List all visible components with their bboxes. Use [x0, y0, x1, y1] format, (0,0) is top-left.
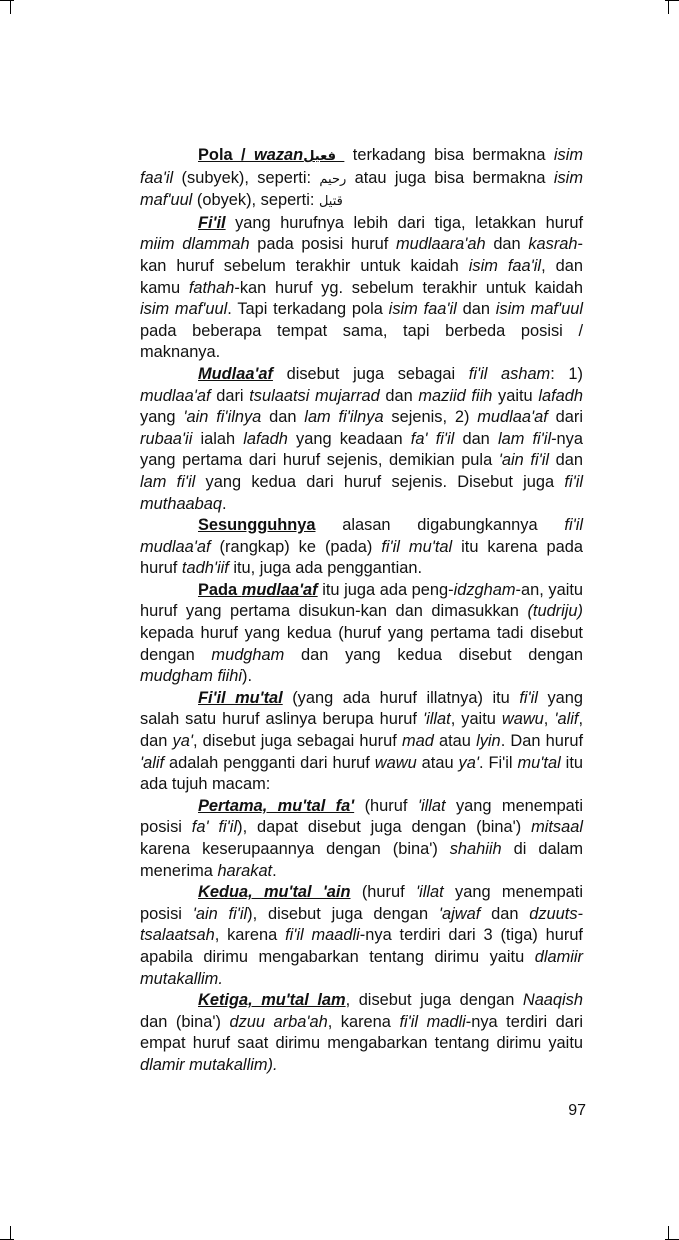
text-run: yang menempati posisi — [140, 883, 583, 923]
text-run: shahiih — [449, 840, 502, 858]
text-run: lafadh — [538, 386, 583, 405]
paragraph — [140, 145, 583, 213]
paragraph-lead: Kedua, mu'tal 'ain — [198, 883, 351, 902]
text-run: tadh'iif — [181, 559, 229, 578]
text-run: itu, juga ada penggantian. — [228, 559, 423, 578]
text-run: ya' — [458, 753, 479, 772]
text-run: ), disebut juga dengan — [247, 904, 439, 923]
text-run: fi'il mu'tal — [381, 537, 453, 556]
text-run: yang kedua dari huruf sejenis. Disebut juga — [195, 472, 565, 491]
text-run: , yaitu — [450, 710, 502, 729]
text-run: yaitu — [492, 386, 539, 405]
text-run: fathah — [188, 278, 235, 297]
text-run: 'alif — [140, 753, 165, 772]
text-run: -an, yaitu huruf yang pertama disukun-kan dan dimasukkan — [140, 580, 584, 621]
text-run: dan — [480, 904, 530, 923]
text-run: dan — [379, 386, 419, 405]
text-run: itu karena pada huruf — [140, 537, 583, 578]
text-run: atau — [416, 753, 459, 772]
text-run: wawu — [501, 710, 544, 729]
text-run: dan — [261, 408, 305, 427]
text-run: dan — [549, 451, 583, 470]
paragraph — [140, 515, 583, 580]
paragraph — [140, 364, 583, 515]
text-run: fa' fi'il — [410, 429, 455, 448]
text-run: 'illat — [415, 883, 444, 902]
text-run: -kan huruf yg. sebelum terakhir untuk kaidah — [234, 278, 583, 297]
text-run: yang salah satu huruf aslinya berupa huruf — [140, 688, 583, 729]
text-run: , disebut juga dengan — [345, 991, 523, 1010]
text-run: mudlaa'af — [140, 386, 211, 405]
paragraph-lead: Fi'il — [198, 213, 226, 232]
text-run: isim faa'il — [388, 300, 457, 319]
text-run: isim faa'il — [468, 256, 542, 275]
text-run: dzuuts- tsalaatsah — [140, 904, 583, 945]
text-run: , dan — [140, 710, 583, 751]
text-run: alasan digabungkannya — [315, 516, 565, 535]
text-run: , karena — [214, 926, 286, 945]
paragraph-lead: Pertama, mu'tal fa' — [198, 796, 355, 815]
text-run: . — [222, 494, 227, 513]
text-run: (obyek), seperti: — [192, 191, 319, 210]
text-run: (tudriju) — [527, 602, 583, 621]
text-run: yang hurufnya lebih dari tiga, letakkan huruf — [225, 213, 583, 232]
paragraph — [140, 688, 583, 796]
text-run: terkadang bisa bermakna — [344, 146, 554, 164]
text-run: : 1) — [550, 364, 583, 383]
text-run: -nya terdiri dari 3 (tiga) huruf apabila dirimu mengabarkan tentang dirimu yaitu — [140, 926, 583, 966]
text-run: harakat — [217, 861, 273, 880]
text-run: sejenis, 2) — [383, 408, 478, 427]
text-run: ). — [242, 667, 253, 686]
arabic-word: فعيل — [303, 149, 345, 164]
text-run: -nya terdiri dari empat huruf saat dirimu mengabarkan tentang dirimu yaitu — [140, 1012, 584, 1053]
paragraph-lead: Ketiga, mu'tal lam — [198, 991, 346, 1010]
text-run: fi'il mudlaa'af — [140, 516, 583, 556]
text-run: . Fi'il — [478, 753, 518, 772]
paragraph-lead: Sesungguhnya — [198, 516, 316, 535]
text-run: karena keserupaannya dengan (bina') — [140, 840, 450, 858]
text-run: -nya yang pertama dari huruf sejenis, demikian pula — [140, 429, 583, 470]
text-run: dan — [454, 429, 498, 448]
text-run: dlamiir mutakallim. — [140, 947, 583, 988]
paragraph-lead: Mudlaa'af — [198, 364, 273, 383]
text-run: . Tapi terkadang pola — [227, 300, 389, 319]
text-run: itu ada tujuh macam: — [140, 753, 583, 794]
text-run: pada posisi huruf — [249, 235, 396, 254]
text-run: 'ain fi'ilnya — [183, 408, 262, 427]
text-run: , dan kamu — [140, 256, 583, 297]
crop-mark-top-right-v — [668, 0, 669, 14]
text-run: pada beberapa tempat sama, tapi berbeda posisi / maknanya. — [140, 321, 583, 362]
text-run: dan yang kedua disebut dengan — [284, 645, 583, 664]
text-run: . — [272, 861, 277, 880]
text-run: wazan — [254, 146, 304, 164]
text-run: miim dlammah — [140, 235, 250, 254]
text-run: 'ajwaf — [438, 904, 481, 923]
arabic-word: قتيل — [318, 194, 343, 210]
text-run: lafadh — [243, 429, 288, 448]
text-run: isim maf'uul — [140, 168, 583, 210]
text-run: dan (bina') — [140, 1012, 230, 1031]
text-run: dari — [210, 386, 250, 405]
text-run: fi'il maadli — [285, 926, 360, 945]
text-run: mudlaa'af — [241, 580, 318, 599]
text-run: isim maf'uul — [140, 300, 228, 319]
text-run: lam fi'il — [497, 429, 552, 448]
text-run: (huruf — [354, 796, 418, 815]
text-run: atau juga bisa bermakna — [346, 168, 554, 187]
text-run: isim faa'il — [140, 146, 583, 187]
text-run: isim maf'uul — [495, 300, 583, 319]
text-run: dlamir mutakallim). — [140, 1055, 278, 1074]
text-run: maziid fiih — [418, 386, 493, 405]
text-run: dzuu arba'ah — [229, 1012, 328, 1031]
page-number: 97 — [568, 1102, 586, 1119]
book-text-body — [140, 145, 583, 1077]
text-run: yang — [140, 408, 184, 427]
text-run: mudlaa'af — [477, 408, 548, 427]
crop-mark-bottom-right-v — [668, 1226, 669, 1240]
text-run: tsulaatsi mujarrad — [249, 386, 380, 405]
text-run: mu'tal — [517, 753, 561, 772]
text-run: ialah — [192, 429, 244, 448]
text-run: Naaqish — [522, 991, 583, 1010]
text-run: fi'il muthaabaq — [140, 472, 583, 513]
text-run: dari — [547, 408, 583, 427]
text-run: , — [543, 710, 555, 729]
text-run: lam fi'il — [140, 472, 196, 491]
text-run: wawu — [374, 753, 417, 772]
text-run: 'ain fi'il — [498, 451, 550, 470]
text-run: ), dapat disebut juga dengan (bina') — [237, 818, 532, 837]
text-run: rubaa'ii — [140, 429, 193, 448]
paragraph — [140, 990, 583, 1076]
text-run: mudgham — [211, 645, 285, 664]
paragraph-lead: Pola / — [198, 146, 254, 164]
crop-mark-top-left-v — [10, 0, 11, 14]
text-run: lam fi'ilnya — [304, 408, 384, 427]
text-run: yang keadaan — [287, 429, 411, 448]
text-run: (rangkap) ke (pada) — [210, 537, 382, 556]
text-run: atau — [433, 732, 477, 751]
text-run: disebut juga sebagai — [272, 364, 469, 383]
text-run: 'illat — [422, 710, 451, 729]
paragraph-lead: Pada — [198, 580, 242, 599]
text-run: . Dan huruf — [500, 732, 583, 751]
text-run: lyin — [476, 732, 501, 751]
text-run: 'alif — [554, 710, 579, 729]
text-run: mad — [401, 732, 434, 751]
arabic-word: رحيم — [319, 171, 347, 187]
crop-mark-bottom-left-v — [10, 1226, 11, 1240]
text-run: mudgham fiihi — [140, 667, 243, 686]
text-run: (yang ada huruf illatnya) itu — [282, 688, 520, 707]
text-run: fi'il asham — [468, 364, 551, 383]
text-run: mitsaal — [531, 818, 583, 837]
paragraph-lead: Fi'il mu'tal — [198, 688, 283, 707]
paragraph — [140, 580, 583, 688]
text-run: 'illat — [417, 796, 446, 815]
text-run: fi'il madli — [399, 1012, 466, 1031]
crop-mark-top-left — [0, 0, 14, 1]
text-run: adalah pengganti dari huruf — [164, 753, 375, 772]
text-run: fi'il — [519, 688, 538, 707]
text-run: idzgham — [453, 580, 516, 599]
text-run: yang menempati posisi — [140, 796, 583, 837]
text-run: (subyek), seperti: — [173, 168, 320, 187]
text-run: itu juga ada peng- — [317, 580, 454, 599]
text-run: kasrah — [528, 235, 578, 254]
text-run: , karena — [327, 1012, 400, 1031]
paragraph — [140, 882, 583, 990]
text-run: -kan huruf sebelum terakhir untuk kaidah — [140, 235, 583, 275]
text-run: mudlaara'ah — [395, 235, 486, 254]
text-run: 'ain fi'il — [192, 904, 248, 923]
text-run: dan — [456, 300, 496, 319]
paragraph — [140, 796, 583, 882]
text-run: kepada huruf yang kedua (huruf yang pertama tadi disebut dengan — [140, 624, 583, 664]
paragraph — [140, 213, 583, 364]
text-run: ya' — [172, 732, 193, 751]
text-run: dan — [485, 235, 529, 254]
text-run: (huruf — [350, 883, 416, 902]
text-run: fa' fi'il — [191, 818, 238, 837]
text-run: , disebut juga sebagai huruf — [192, 732, 402, 751]
text-run: di dalam menerima — [140, 840, 583, 880]
